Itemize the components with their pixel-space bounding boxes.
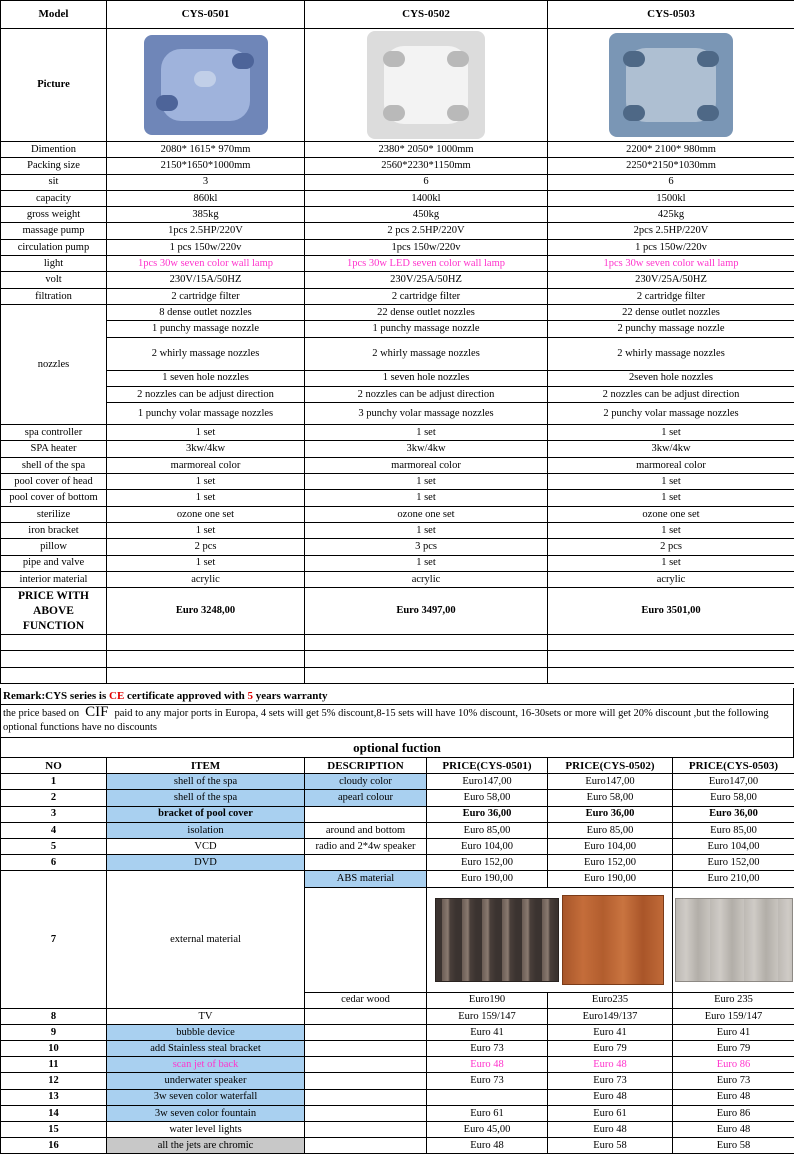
spec-row: pillow 2 pcs 3 pcs 2 pcs	[1, 539, 794, 555]
cedar-wood-panel	[562, 895, 664, 985]
nozzle-row: nozzles 8 dense outlet nozzles 22 dense outlet nozzles 22 dense outlet nozzles	[1, 304, 794, 320]
option-row: 14 3w seven color fountain Euro 61 Euro 61 Euro 86	[1, 1105, 794, 1121]
option-row: 5 VCD radio and 2*4w speaker Euro 104,00 Euro 104,00 Euro 104,00	[1, 838, 794, 854]
spa-image-white	[367, 31, 485, 139]
optional-table	[0, 757, 794, 1154]
spa-image-gray	[609, 33, 733, 137]
picture-cys-0502	[305, 29, 548, 142]
spec-row: pool cover of bottom 1 set 1 set 1 set	[1, 490, 794, 506]
spec-row: SPA heater 3kw/4kw 3kw/4kw 3kw/4kw	[1, 441, 794, 457]
option-row: 12 underwater speaker Euro 73 Euro 73 Euro 73	[1, 1073, 794, 1089]
swatches-wood	[427, 887, 673, 992]
price-label: PRICE WITH ABOVE FUNCTION	[1, 588, 107, 635]
spec-row: shell of the spa marmoreal color marmoreal color marmoreal color	[1, 457, 794, 473]
spa-image-blue	[144, 35, 268, 135]
remark-section	[0, 688, 794, 738]
empty-row	[1, 651, 794, 667]
option-row-cedar: cedar wood Euro190 Euro235 Euro 235	[1, 992, 794, 1008]
spec-row: filtration 2 cartridge filter 2 cartridge filter 2 cartridge filter	[1, 288, 794, 304]
spec-row-light: light 1pcs 30w seven color wall lamp 1pcs 30w LED seven color wall lamp 1pcs 30w seven color wall lamp	[1, 256, 794, 272]
price-cys-0503: Euro 3501,00	[548, 588, 794, 635]
option-row: 6 DVD Euro 152,00 Euro 152,00 Euro 152,00	[1, 855, 794, 871]
price-row	[1, 588, 794, 635]
spec-row: interior material acrylic acrylic acrylic	[1, 571, 794, 587]
option-row: 13 3w seven color waterfall Euro 48 Euro 48	[1, 1089, 794, 1105]
nozzles-label: nozzles	[1, 304, 107, 424]
optional-title: optional fuction	[0, 738, 794, 757]
picture-row	[1, 29, 794, 142]
spec-row: Packing size 2150*1650*1000mm 2560*2230*1150mm 2250*2150*1030mm	[1, 158, 794, 174]
option-row-external: 7 external material ABS material Euro 190,00 Euro 190,00 Euro 210,00	[1, 871, 794, 887]
cif-term: CIF	[85, 704, 108, 720]
nozzle-row: 1 punchy massage nozzle 1 punchy massage nozzle 2 punchy massage nozzle	[1, 321, 794, 337]
option-row-scan-jet: 11 scan jet of back Euro 48 Euro 48 Euro 86	[1, 1057, 794, 1073]
nozzle-row: 2 whirly massage nozzles 2 whirly massage nozzles 2 whirly massage nozzles	[1, 337, 794, 370]
option-row: 1 shell of the spa cloudy color Euro147,00 Euro147,00 Euro147,00	[1, 774, 794, 790]
option-row: 15 water level lights Euro 45,00 Euro 48 Euro 48	[1, 1122, 794, 1138]
empty-row	[1, 667, 794, 683]
header-cys-0503: CYS-0503	[548, 1, 794, 29]
spec-row: capacity 860kl 1400kl 1500kl	[1, 190, 794, 206]
nozzle-row: 2 nozzles can be adjust direction 2 nozzles can be adjust direction 2 nozzles can be adjust direction	[1, 386, 794, 402]
option-row: 10 add Stainless steal bracket Euro 73 Euro 79 Euro 79	[1, 1041, 794, 1057]
picture-cys-0501	[107, 29, 305, 142]
price-terms: the price based on CIF paid to any major ports in Europa, 4 sets will get 5% discount,8-15 sets will have 10% discount, 16-30sets or more will get 20% discount ,but the following optional functions have no discounts	[0, 705, 794, 738]
price-cys-0501: Euro 3248,00	[107, 588, 305, 635]
spec-row: sterilize ozone one set ozone one set ozone one set	[1, 506, 794, 522]
picture-label: Picture	[1, 29, 107, 142]
empty-row	[1, 635, 794, 651]
option-row: 8 TV Euro 159/147 Euro149/137 Euro 159/147	[1, 1008, 794, 1024]
spec-row: pool cover of head 1 set 1 set 1 set	[1, 474, 794, 490]
spec-row: volt 230V/15A/50HZ 230V/25A/50HZ 230V/25A/50HZ	[1, 272, 794, 288]
option-row: 3 bracket of pool cover Euro 36,00 Euro 36,00 Euro 36,00	[1, 806, 794, 822]
spec-header-row	[1, 1, 794, 29]
warranty-years: 5	[248, 690, 254, 702]
remark-line: Remark:CYS series is CE certificate approved with 5 years warranty	[0, 688, 794, 705]
price-cys-0502: Euro 3497,00	[305, 588, 548, 635]
spec-row: circulation pump 1 pcs 150w/220v 1pcs 150w/220v 1 pcs 150w/220v	[1, 239, 794, 255]
header-cys-0501: CYS-0501	[107, 1, 305, 29]
header-model: Model	[1, 1, 107, 29]
nozzle-row: 1 seven hole nozzles 1 seven hole nozzles 2seven hole nozzles	[1, 370, 794, 386]
ce-mark: CE	[109, 690, 124, 702]
header-cys-0502: CYS-0502	[305, 1, 548, 29]
nozzle-row: 1 punchy volar massage nozzles 3 punchy volar massage nozzles 2 punchy volar massage nozzles	[1, 403, 794, 425]
spec-row: spa controller 1 set 1 set 1 set	[1, 425, 794, 441]
option-row: 9 bubble device Euro 41 Euro 41 Euro 41	[1, 1024, 794, 1040]
gray-panel	[675, 898, 793, 982]
option-row: 2 shell of the spa apearl colour Euro 58,00 Euro 58,00 Euro 58,00	[1, 790, 794, 806]
spec-row: iron bracket 1 set 1 set 1 set	[1, 522, 794, 538]
spec-row: Dimention 2080* 1615* 970mm 2380* 2050* 1000mm 2200* 2100* 980mm	[1, 142, 794, 158]
option-row: 16 all the jets are chromic Euro 48 Euro 58 Euro 58	[1, 1138, 794, 1154]
spec-row: gross weight 385kg 450kg 425kg	[1, 207, 794, 223]
dark-wood-panel	[435, 898, 559, 982]
spec-row: sit 3 6 6	[1, 174, 794, 190]
option-row: 4 isolation around and bottom Euro 85,00 Euro 85,00 Euro 85,00	[1, 822, 794, 838]
spec-row: massage pump 1pcs 2.5HP/220V 2 pcs 2.5HP/220V 2pcs 2.5HP/220V	[1, 223, 794, 239]
picture-cys-0503	[548, 29, 794, 142]
spec-row: pipe and valve 1 set 1 set 1 set	[1, 555, 794, 571]
optional-header-row: NO ITEM DESCRIPTION PRICE(CYS-0501) PRICE(CYS-0502) PRICE(CYS-0503)	[1, 758, 794, 774]
